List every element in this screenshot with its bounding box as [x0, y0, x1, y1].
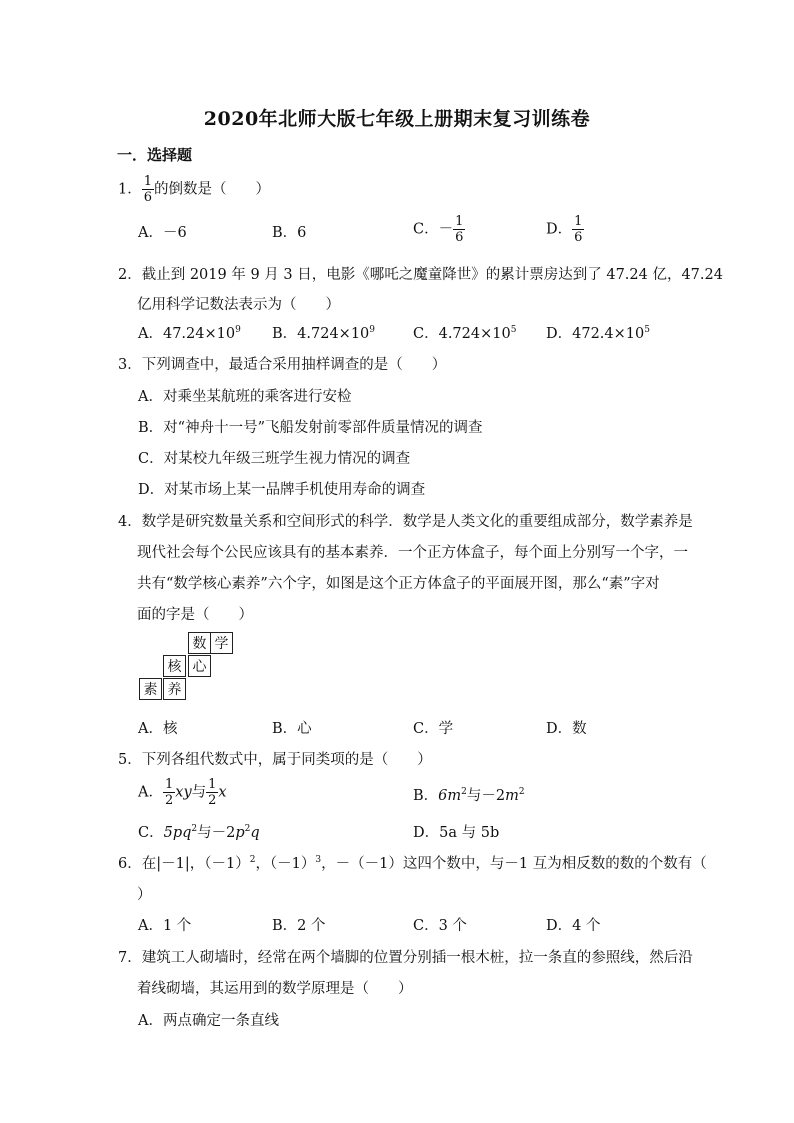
question-4-line-4: 面的字是（ ）	[137, 607, 253, 623]
cube-face: 学	[210, 632, 233, 654]
question-3-stem: 3．下列调查中，最适合采用抽样调查的是（ ）	[118, 357, 447, 373]
q5-option-c[interactable]: C．$5pq^2$与$-2p^2q$	[138, 824, 260, 841]
question-2-line-1: 2．截止到 2019 年 9 月 3 日，电影《哪吒之魔童降世》的累计票房达到了 47.24 亿，47.24	[118, 267, 723, 283]
q1-option-d[interactable]: D． $\frac{1}{6}$	[546, 214, 583, 245]
cube-face: 核	[163, 655, 186, 677]
q1-option-c[interactable]: C．－ $\frac{1}{6}$	[413, 214, 464, 245]
question-2-line-2: 亿用科学记数法表示为（ ）	[137, 297, 340, 313]
question-4-line-3: 共有“数学核心素养”六个字，如图是这个正方体盒子的平面展开图，那么“素”字对	[137, 576, 660, 592]
q2-option-b[interactable]: B．$4.724\times 10^9$	[272, 325, 376, 342]
question-number: 1．	[118, 181, 142, 198]
cube-face: 数	[188, 632, 211, 654]
q6-option-c[interactable]: C．3 个	[413, 918, 467, 934]
question-text: 的倒数是（ ）	[154, 181, 271, 198]
q4-option-d[interactable]: D．数	[546, 721, 587, 737]
question-6-line-1: 6．在|－1|，$(-1)^2$，$(-1)^3$，－（－1）这四个数中，与－1 互为相反数的数的个数有（	[118, 855, 707, 872]
q3-option-c[interactable]: C．对某校九年级三班学生视力情况的调查	[138, 451, 411, 467]
q7-option-a[interactable]: A．两点确定一条直线	[138, 1013, 279, 1029]
page-title: 2020年北师大版七年级上册期末复习训练卷	[203, 108, 591, 130]
question-1-stem	[118, 174, 270, 205]
q5-option-b[interactable]: B．$6m^2$与$-2m^2$	[413, 787, 525, 804]
q2-option-c[interactable]: C．$4.724\times 10^5$	[413, 325, 517, 342]
section-heading: 一．选择题	[117, 146, 193, 164]
question-4-line-1: 4．数学是研究数量关系和空间形式的科学．数学是人类文化的重要组成部分，数学素养是	[118, 514, 693, 530]
question-5-stem: 5．下列各组代数式中，属于同类项的是（ ）	[118, 752, 432, 768]
q3-option-a[interactable]: A．对乘坐某航班的乘客进行安检	[138, 389, 352, 405]
question-7-line-1: 7．建筑工人砌墙时，经常在两个墙脚的位置分别插一根木桩，拉一条直的参照线，然后沿	[118, 950, 693, 966]
q4-option-c[interactable]: C．学	[413, 721, 454, 737]
question-6-line-2: ）	[137, 887, 152, 903]
q3-option-d[interactable]: D．对某市场上某一品牌手机使用寿命的调查	[138, 482, 426, 498]
q6-option-b[interactable]: B．2 个	[272, 918, 326, 934]
q4-option-b[interactable]: B．心	[272, 721, 312, 737]
q5-option-a[interactable]: A． $\frac{1}{2}$ xy与 $\frac{1}{2}$ x	[138, 777, 227, 808]
q1-option-a[interactable]: A．－6	[138, 225, 187, 241]
q5-option-d[interactable]: D．5a 与 5b	[413, 825, 500, 841]
cube-face: 养	[163, 678, 186, 700]
question-7-line-2: 着线砌墙，其运用到的数学原理是（ ）	[137, 981, 413, 997]
question-4-line-2: 现代社会每个公民应该具有的基本素养．一个正方体盒子，每个面上分别写一个字，一	[137, 545, 688, 561]
cube-face: 素	[139, 678, 162, 700]
fraction: $\frac{1}{6}$	[143, 174, 153, 205]
q3-option-b[interactable]: B．对“神舟十一号”飞船发射前零部件质量情况的调查	[138, 420, 483, 436]
q6-option-d[interactable]: D．4 个	[546, 918, 601, 934]
q1-option-b[interactable]: B．6	[272, 225, 307, 241]
q4-option-a[interactable]: A．核	[138, 721, 178, 737]
q2-option-a[interactable]: A．$47.24\times 10^9$	[138, 325, 241, 342]
cube-face: 心	[188, 655, 211, 677]
q6-option-a[interactable]: A．1 个	[138, 918, 192, 934]
q2-option-d[interactable]: D．$472.4\times 10^5$	[546, 325, 650, 342]
